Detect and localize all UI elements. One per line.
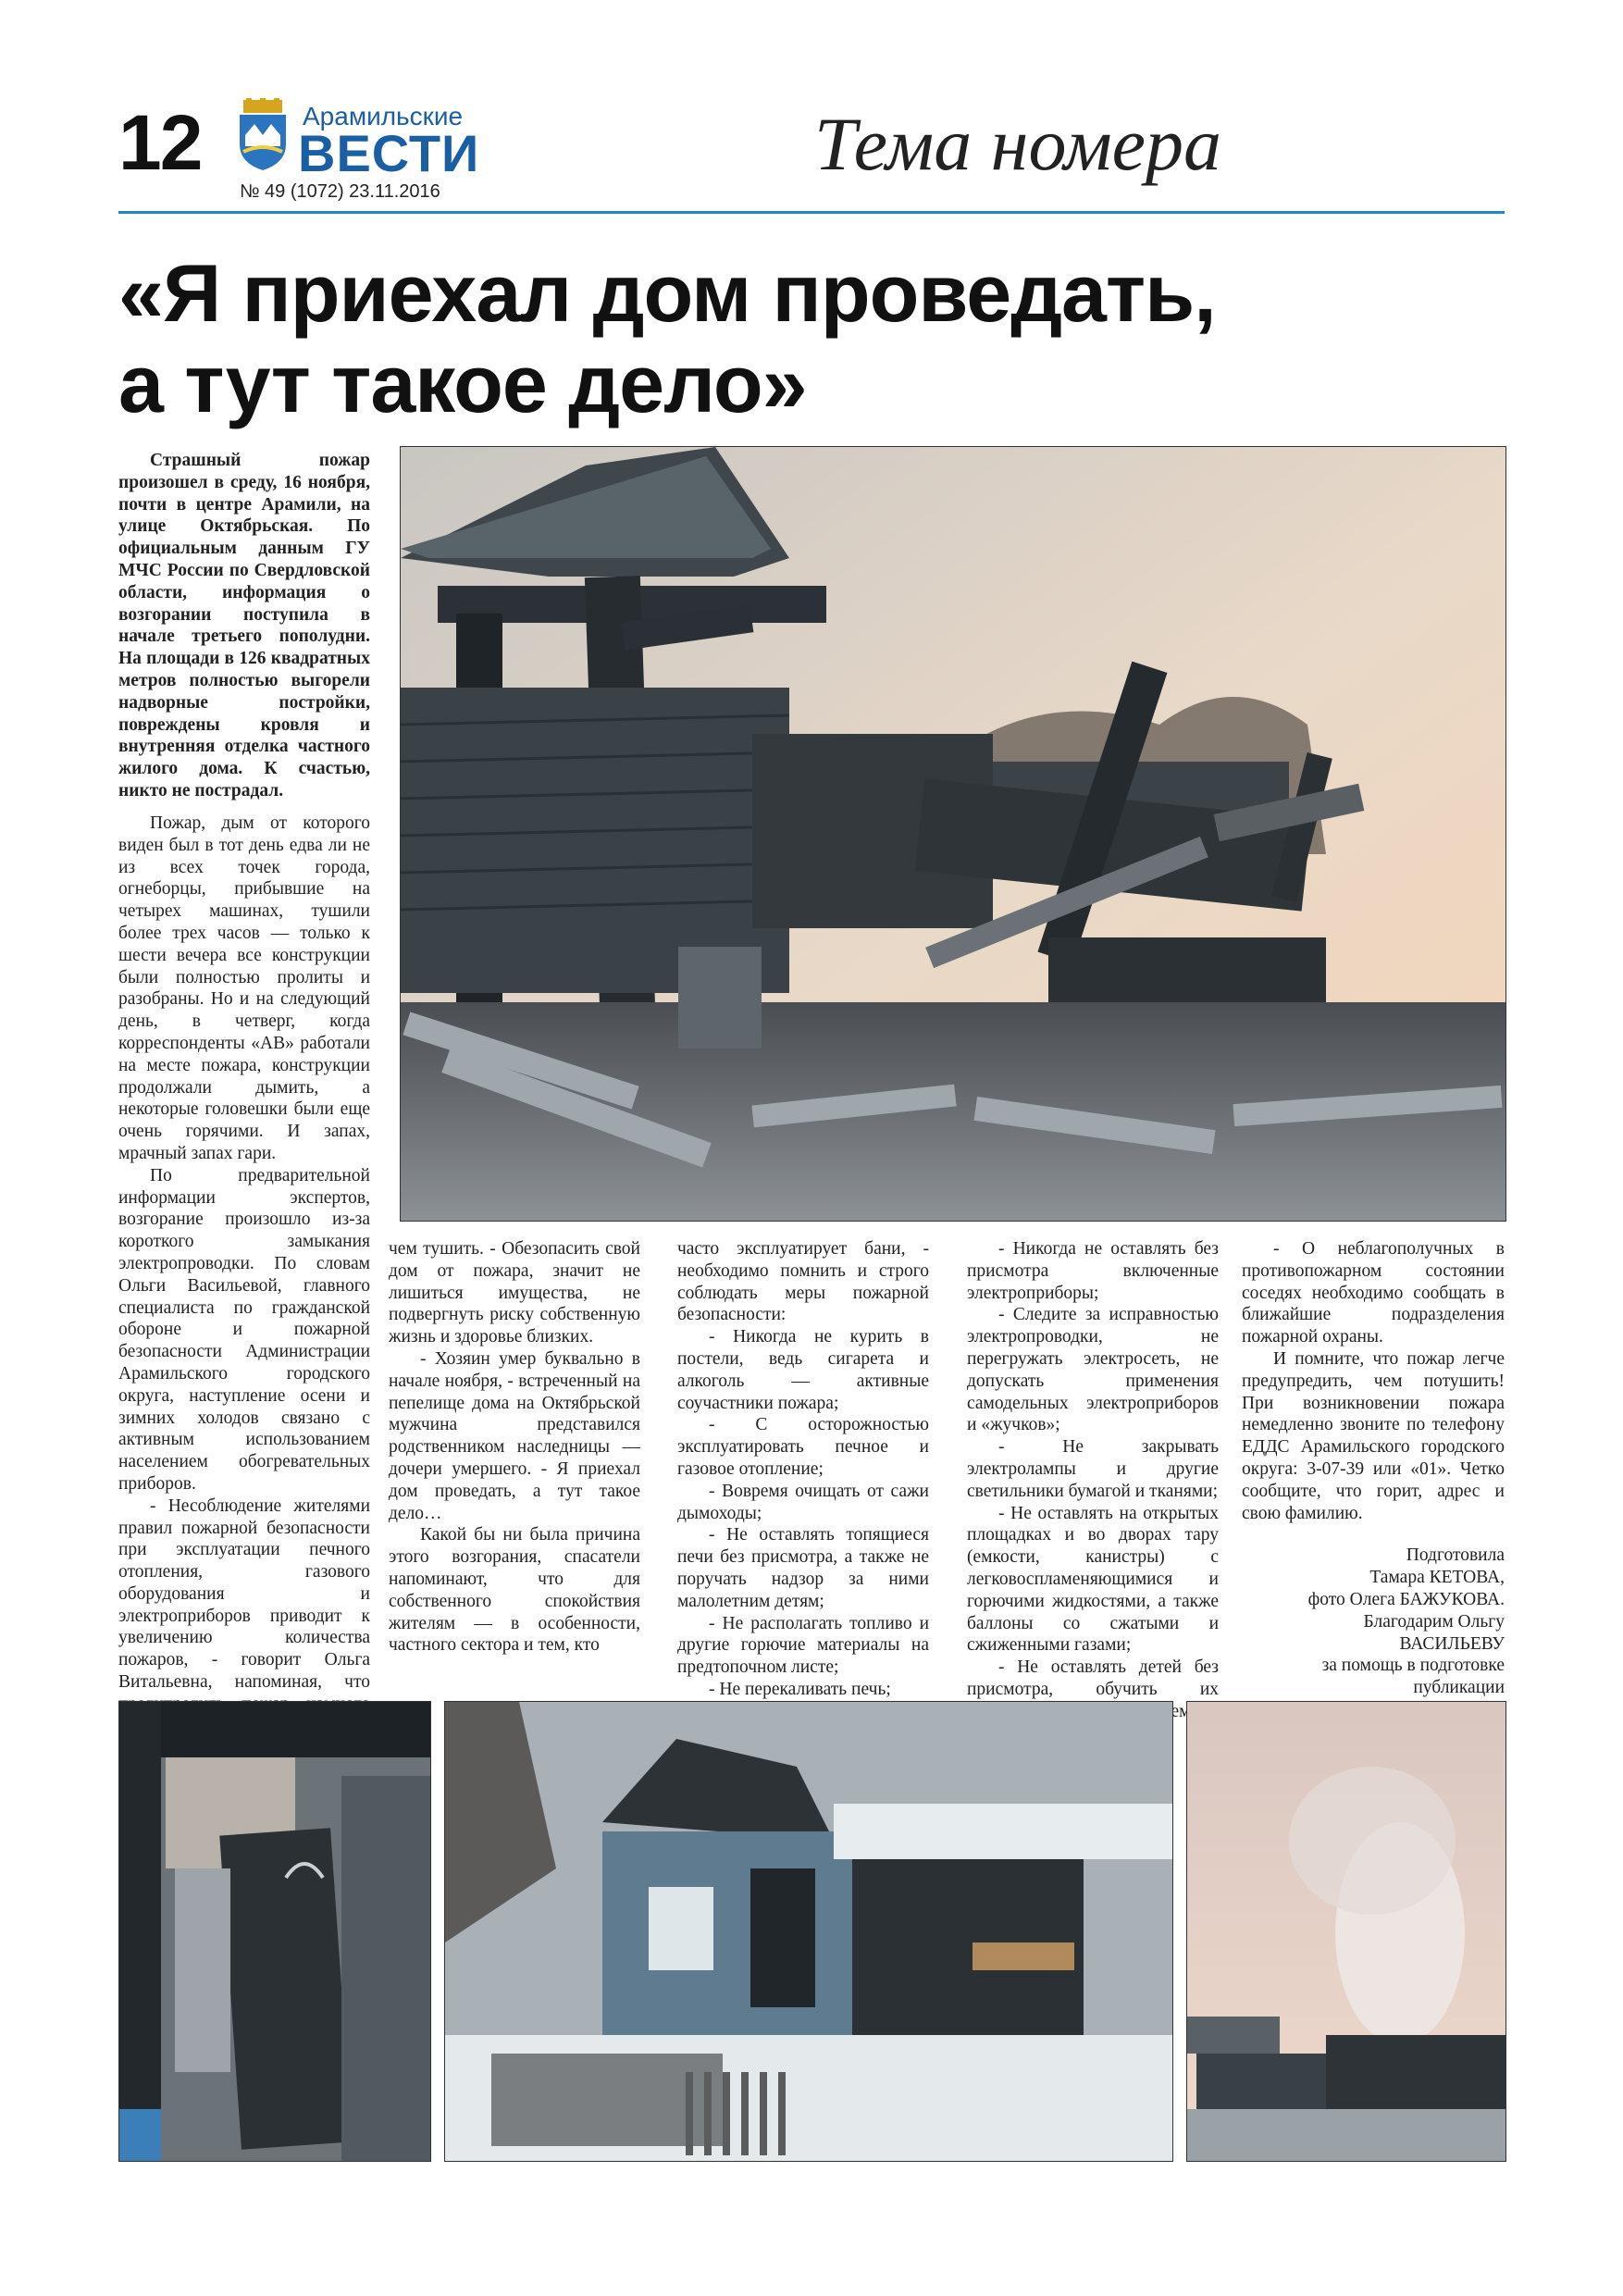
rule-item: - Никогда не оставлять без присмотра включенные электроприборы; bbox=[967, 1239, 1219, 1303]
article-column-3 bbox=[677, 1238, 929, 1701]
main-photo-burned-house bbox=[400, 446, 1506, 1222]
credit-line: Тамара КЕТОВА, bbox=[1369, 1568, 1505, 1588]
credit-line: фото Олега БАЖУКОВА. bbox=[1307, 1589, 1505, 1609]
paragraph: - Несоблюдение жителями правил пожарной безопасности при эксплуатации печного отопления, газового оборудования и электроприборов приводит к увеличению количества пожаров, - говорит Ольга Витальевна, напоминая, что bbox=[118, 1496, 370, 1693]
masthead-subtitle: Арамильские bbox=[303, 102, 464, 130]
lead-paragraph: Страшный пожар произошел в среду, 16 ноября, почти в центре Арамили, на улице Октябрьская. По официальным данным ГУ МЧС России по Свердловской области, информация о возгорании поступила в начале третьего пополудни. На площади в 126 квадратных метров полностью выгорели надворные постройки, повреждены кровля и внутренняя отделка частного жилого дома. К счастью, никто не пострадал. bbox=[118, 451, 370, 800]
credit-line: Подготовила bbox=[1406, 1545, 1505, 1566]
masthead-logo: ВЕСТИ bbox=[298, 124, 480, 182]
rule-item: - Не оставлять на открытых площадках и во дворах тару (емкости, канистры) с легковоспламеняющимися и горючими жидкостями, а также баллоны со сжатыми и сжиженными газами; bbox=[967, 1503, 1219, 1656]
paragraph: Пожар, дым от которого виден был в тот день едва ли не из всех точек города, огнеборцы, прибывшие на четырех машинах, тушили более трех часов — только к шести вечера все конструкции были полностью пролиты и разобраны. Но и на следующий день, в четверг, когда корреспонденты «АВ» работали на месте пожара, конструкции продолжали дымить, а некоторые головешки были еще очень горячими. И запах, мрачный запах гари. bbox=[118, 813, 370, 1163]
article-column-1 bbox=[118, 813, 370, 1737]
photo-burned-house-exterior bbox=[444, 1701, 1173, 2162]
paragraph: чем тушить. - Обезопасить свой дом от пожара, значит не лишиться имущества, не подвергнуть риску собственную жизнь и здоровье близких. bbox=[389, 1239, 640, 1347]
rule-item: - Не располагать топливо и другие горючие материалы на предтопочном листе; bbox=[677, 1613, 929, 1678]
paragraph: И помните, что пожар легче предупредить, чем потушить! При возникновении пожара немедленно звоните по телефону ЕДДС Арамильского городского округа: 3-07-39 или «01». Четко сообщите, что горит, адрес и свою фамилию. bbox=[1242, 1348, 1505, 1523]
rule-item: - Не перекаливать печь; bbox=[709, 1679, 891, 1699]
rule-item: - Следите за исправностью электропроводки, не перегружать электросеть, не допускать применения самодельных электроприборов и «жучков»; bbox=[967, 1305, 1219, 1435]
article-credit bbox=[1242, 1545, 1505, 1699]
page-number: 12 bbox=[118, 99, 202, 186]
headline-line-1: «Я приехал дом проведать, bbox=[118, 247, 1216, 339]
rule-item: - С осторожностью эксплуатировать печное и газовое отопление; bbox=[677, 1415, 929, 1479]
credit-line: ВАСИЛЬЕВУ bbox=[1399, 1633, 1505, 1654]
rule-item: - Не оставлять топящиеся печи без присмотра, а также не поручать надзор за ними малолетним детям; bbox=[677, 1525, 929, 1611]
rule-item: - Не закрывать электролампы и другие светильники бумагой и тканями; bbox=[967, 1437, 1219, 1501]
rule-item: - О неблагополучных в противопожарном состоянии соседях необходимо сообщать в ближайшие подразделения пожарной охраны. bbox=[1242, 1239, 1505, 1347]
section-title: Тема номера bbox=[813, 102, 1222, 186]
article-column-4 bbox=[967, 1238, 1219, 1723]
article-lead bbox=[118, 450, 370, 802]
photo-smoke-over-ruins bbox=[1186, 1701, 1506, 2162]
credit-line: Благодарим Ольгу bbox=[1363, 1611, 1505, 1632]
headline-line-2: а тут такое дело» bbox=[118, 338, 807, 429]
header-divider bbox=[118, 211, 1505, 214]
article-column-5 bbox=[1242, 1238, 1505, 1699]
rule-item: - Никогда не курить в постели, ведь сигарета и алкоголь — активные соучастники пожара; bbox=[677, 1327, 929, 1413]
issue-info: № 49 (1072) 23.11.2016 bbox=[240, 181, 440, 202]
article-column-2 bbox=[389, 1238, 640, 1657]
coat-of-arms-icon bbox=[236, 98, 290, 170]
paragraph: Какой бы ни была причина этого возгорания, спасатели напоминают, что для собственного спокойствия жителям — в особенности, частного сектора и тем, кто bbox=[389, 1525, 640, 1656]
article-headline bbox=[118, 248, 1505, 429]
credit-line: за помощь в подготовке bbox=[1321, 1656, 1505, 1676]
rule-item: - Вовремя очищать от сажи дымоходы; bbox=[677, 1481, 929, 1523]
credit-line: публикации bbox=[1413, 1678, 1505, 1698]
paragraph: - Хозяин умер буквально в начале ноября, - встреченный на пепелище дома на Октябрьской мужчина представился родственником наследницы — дочери умершего. - Я приехал дом проведать, а тут такое дело… bbox=[389, 1348, 640, 1523]
rule-item: - Не оставлять детей без присмотра, обучить их bbox=[967, 1657, 1219, 1699]
paragraph: часто эксплуатирует бани, - необходимо помнить и строго соблюдать меры пожарной безопасности: bbox=[677, 1239, 929, 1325]
paragraph: По предварительной информации экспертов, возгорание произошло из-за короткого замыкания электропроводки. По словам Ольги Васильевой, главного специалиста по гражданской обороне и пожарной безопасности Администрации Арамильского городского округа, наступление осени и зимних холодов связано с активным использованием населением обогревательных приборов. bbox=[118, 1165, 370, 1494]
photo-burned-door bbox=[118, 1701, 431, 2162]
